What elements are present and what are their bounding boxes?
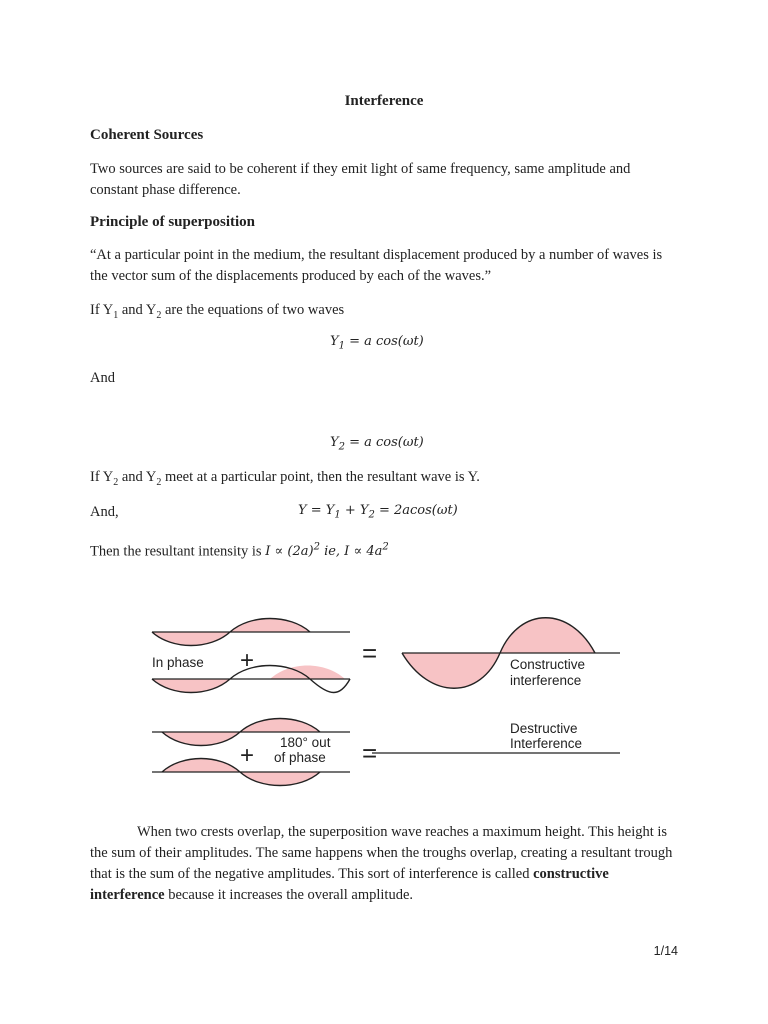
label-constructive-1: Constructive: [510, 657, 586, 672]
plus-sign-out-phase: +: [240, 742, 255, 769]
label-out-phase-1: 180° out: [280, 735, 331, 750]
label-in-phase: In phase: [152, 655, 204, 670]
equation-resultant: $Y = Y_1 + Y_2 = 2acos(\omega t)$: [298, 503, 458, 521]
page-number: 1/14: [653, 944, 678, 958]
interference-figure: [140, 600, 630, 790]
meet-text: If $Y_2$ and $Y_2$ meet at a particular point, then the resultant wave is Y.: [90, 469, 480, 488]
and-text: And: [90, 370, 115, 386]
equals-sign-constructive: =: [362, 638, 378, 668]
and-comma-text: And,: [90, 504, 119, 520]
coherent-text: Two sources are said to be coherent if they emit light of same frequency, same amplitude and constant phase difference.: [90, 161, 631, 198]
superposition-quote: “At a particular point in the medium, the resultant displacement produced by a number of waves is the vector sum of the displacements produced by each of the waves.”: [90, 247, 663, 284]
waves-intro: If $Y_1$ and $Y_2$ are the equations of two waves: [90, 302, 345, 321]
equals-sign-destructive: =: [362, 738, 378, 768]
superposition-heading: Principle of superposition: [90, 214, 256, 230]
coherent-heading: Coherent Sources: [90, 127, 204, 143]
label-destructive-1: Destructive: [510, 721, 578, 736]
label-out-phase-2: of phase: [274, 750, 326, 765]
closing-paragraph: When two crests overlap, the superposition wave reaches a maximum height. This height is the sum of their amplitudes. The same happens when the troughs overlap, creating a resultant trough that is the sum of the negative amplitudes. This sort of interference is called constructive interference because it increases the overall amplitude.: [90, 824, 673, 903]
constructive-interference-term: constructive interference: [90, 866, 609, 903]
intensity-text: Then the resultant intensity is $I \propto (2a)^2$ ie, $I \propto 4a^2$: [90, 542, 389, 560]
plus-sign-in-phase: +: [240, 647, 255, 674]
equation-y2: $Y_2 = a$ cos(ωt): [330, 435, 424, 453]
label-destructive-2: Interference: [510, 736, 583, 751]
equation-y1: $Y_1 = a$ cos(ωt): [330, 334, 424, 352]
page-title: Interference: [344, 93, 424, 109]
label-constructive-2: interference: [510, 673, 582, 688]
intensity-equation: $I \propto (2a)^2$ ie, $I \propto 4a^2$: [265, 542, 389, 560]
in-phase-wave-a: [152, 619, 350, 646]
